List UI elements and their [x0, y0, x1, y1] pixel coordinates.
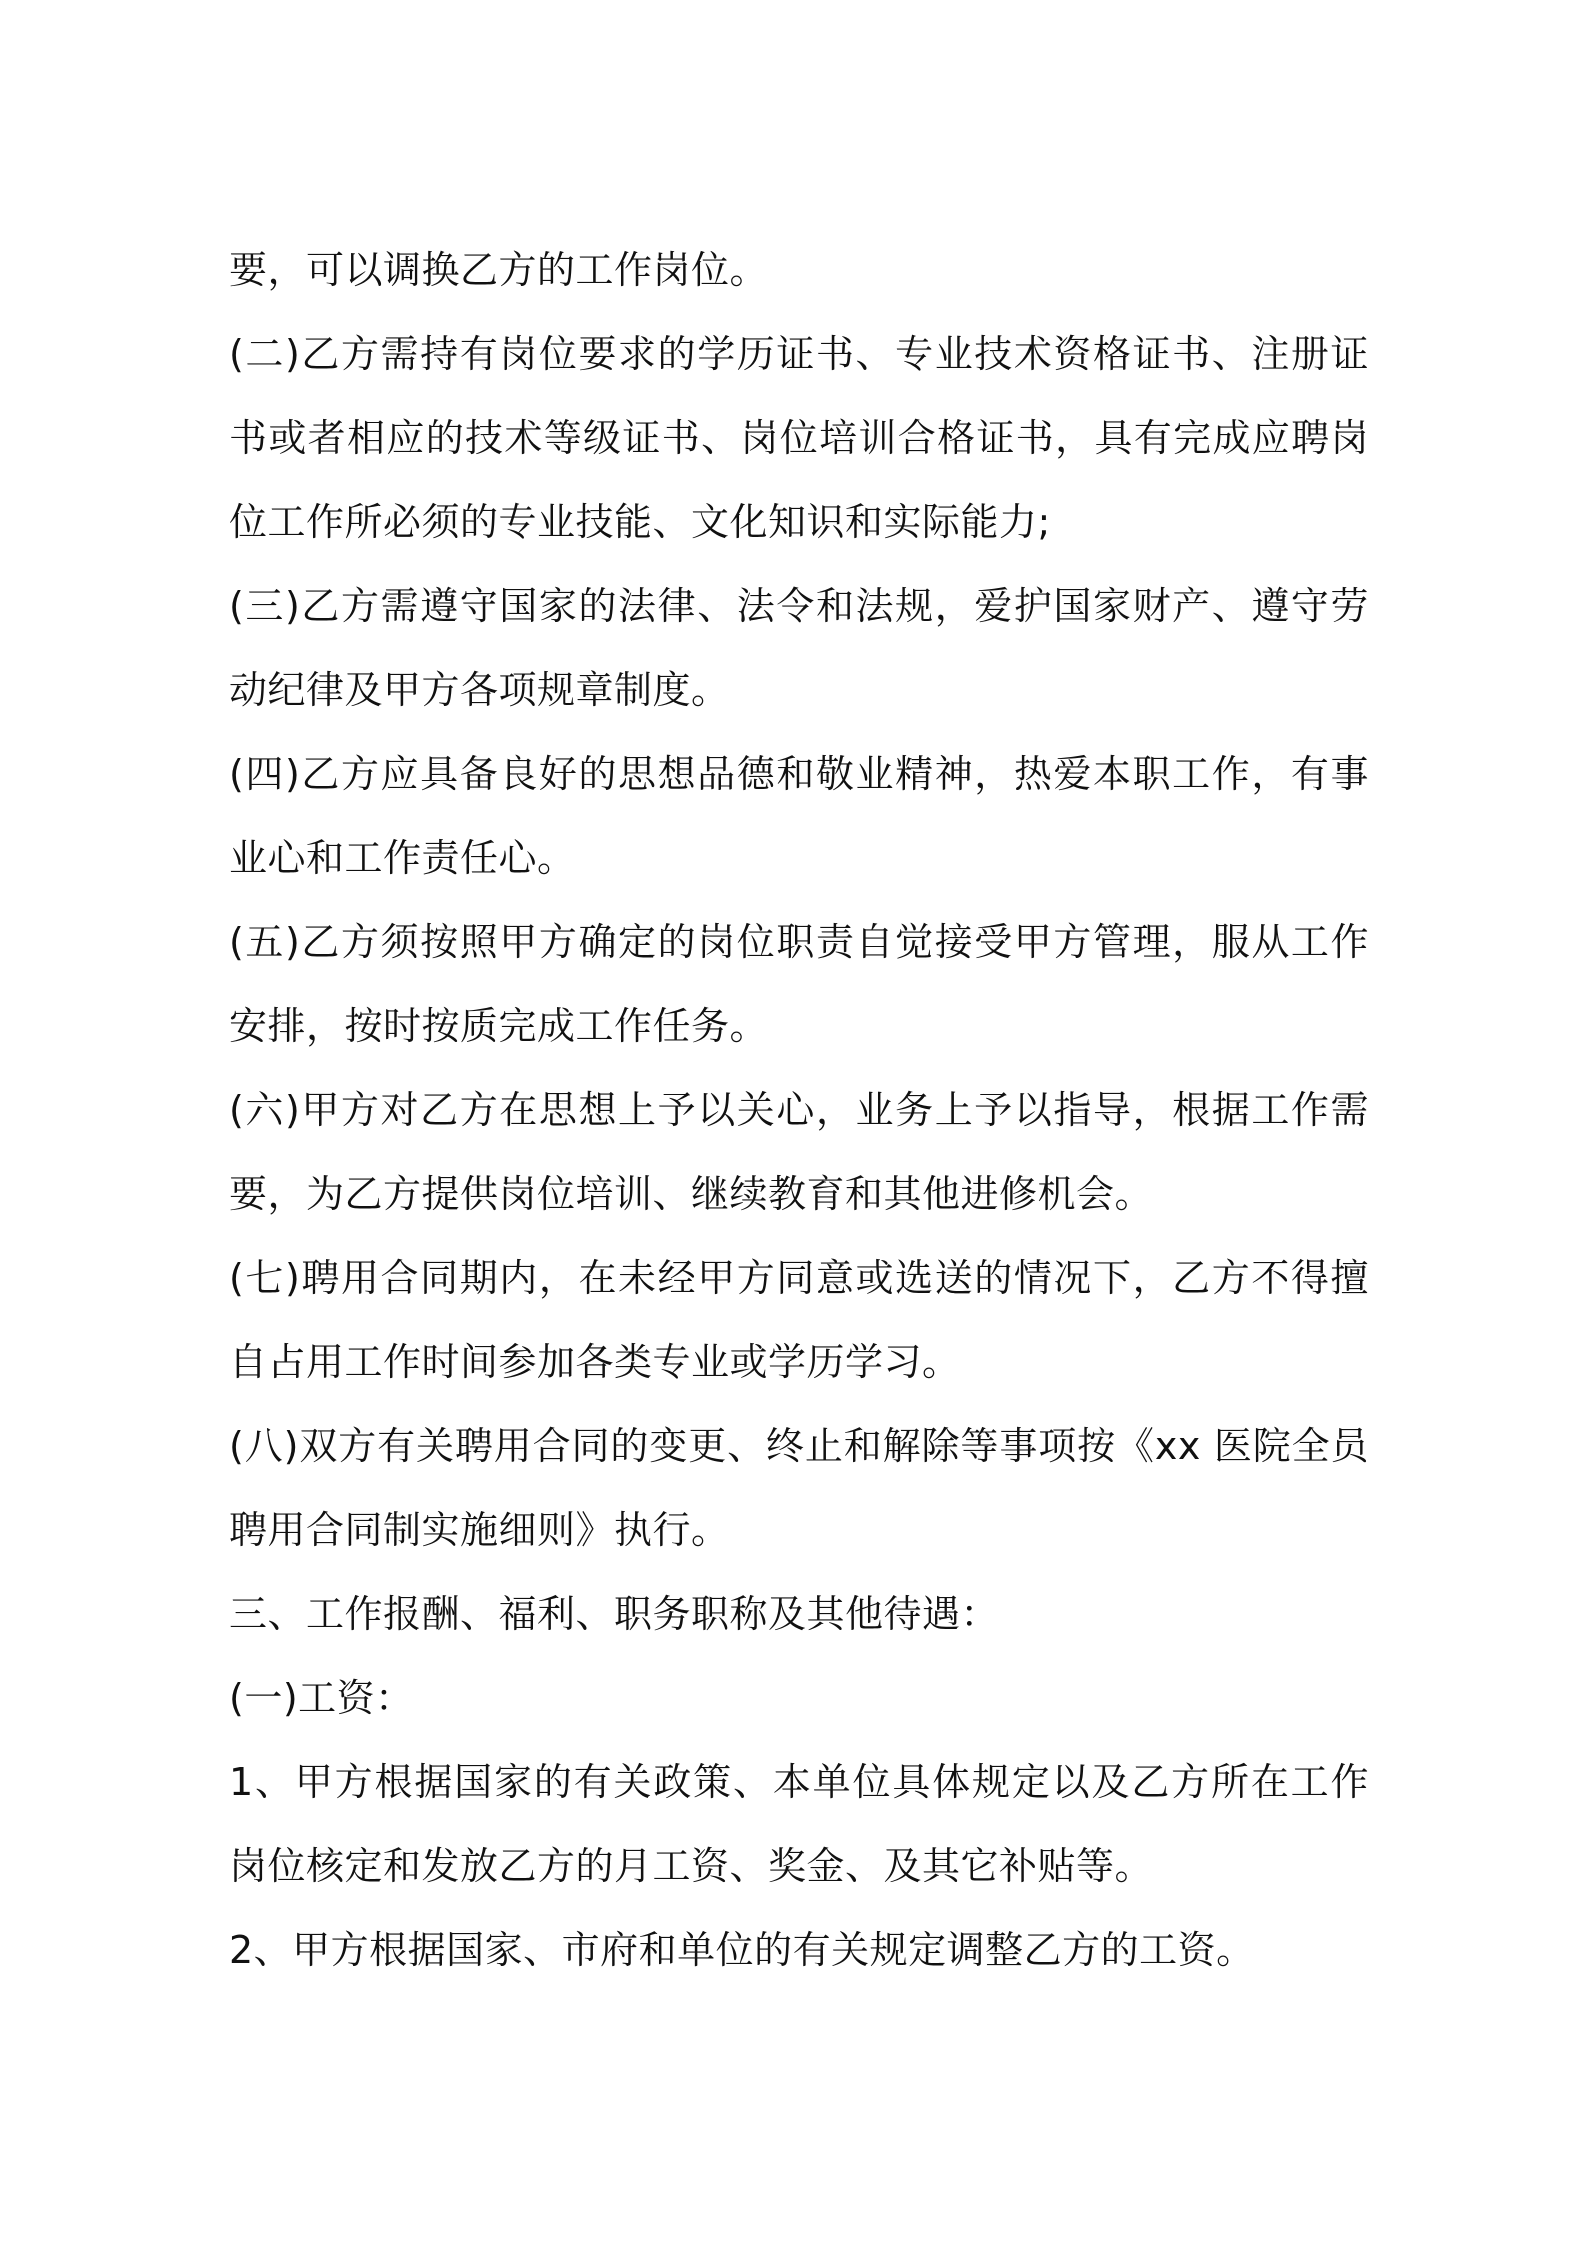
paragraph-7: (七)聘用合同期内，在未经甲方同意或选送的情况下，乙方不得擅自占用工作时间参加各类专业或学历学习。	[229, 1256, 1369, 1384]
paragraph-10: 2、甲方根据国家、市府和单位的有关规定调整乙方的工资。	[229, 1928, 1255, 1972]
paragraph-2: (二)乙方需持有岗位要求的学历证书、专业技术资格证书、注册证书或者相应的技术等级证书、岗位培训合格证书，具有完成应聘岗位工作所必须的专业技能、文化知识和实际能力;	[229, 332, 1369, 544]
document-body	[229, 228, 1369, 1992]
paragraph-4: (四)乙方应具备良好的思想品德和敬业精神，热爱本职工作，有事业心和工作责任心。	[229, 752, 1369, 880]
paragraph-8: (八)双方有关聘用合同的变更、终止和解除等事项按《xx 医院全员聘用合同制实施细则》执行。	[229, 1424, 1369, 1552]
subsection-heading-1: (一)工资：	[229, 1676, 414, 1720]
paragraph-9: 1、甲方根据国家的有关政策、本单位具体规定以及乙方所在工作岗位核定和发放乙方的月工资、奖金、及其它补贴等。	[229, 1760, 1369, 1888]
section-heading-3: 三、工作报酬、福利、职务职称及其他待遇：	[229, 1592, 1000, 1636]
paragraph-6: (六)甲方对乙方在思想上予以关心，业务上予以指导，根据工作需要，为乙方提供岗位培训、继续教育和其他进修机会。	[229, 1088, 1369, 1216]
paragraph-3: (三)乙方需遵守国家的法律、法令和法规，爱护国家财产、遵守劳动纪律及甲方各项规章制度。	[229, 584, 1369, 712]
paragraph-1: 要，可以调换乙方的工作岗位。	[229, 248, 769, 292]
paragraph-5: (五)乙方须按照甲方确定的岗位职责自觉接受甲方管理，服从工作安排，按时按质完成工作任务。	[229, 920, 1369, 1048]
